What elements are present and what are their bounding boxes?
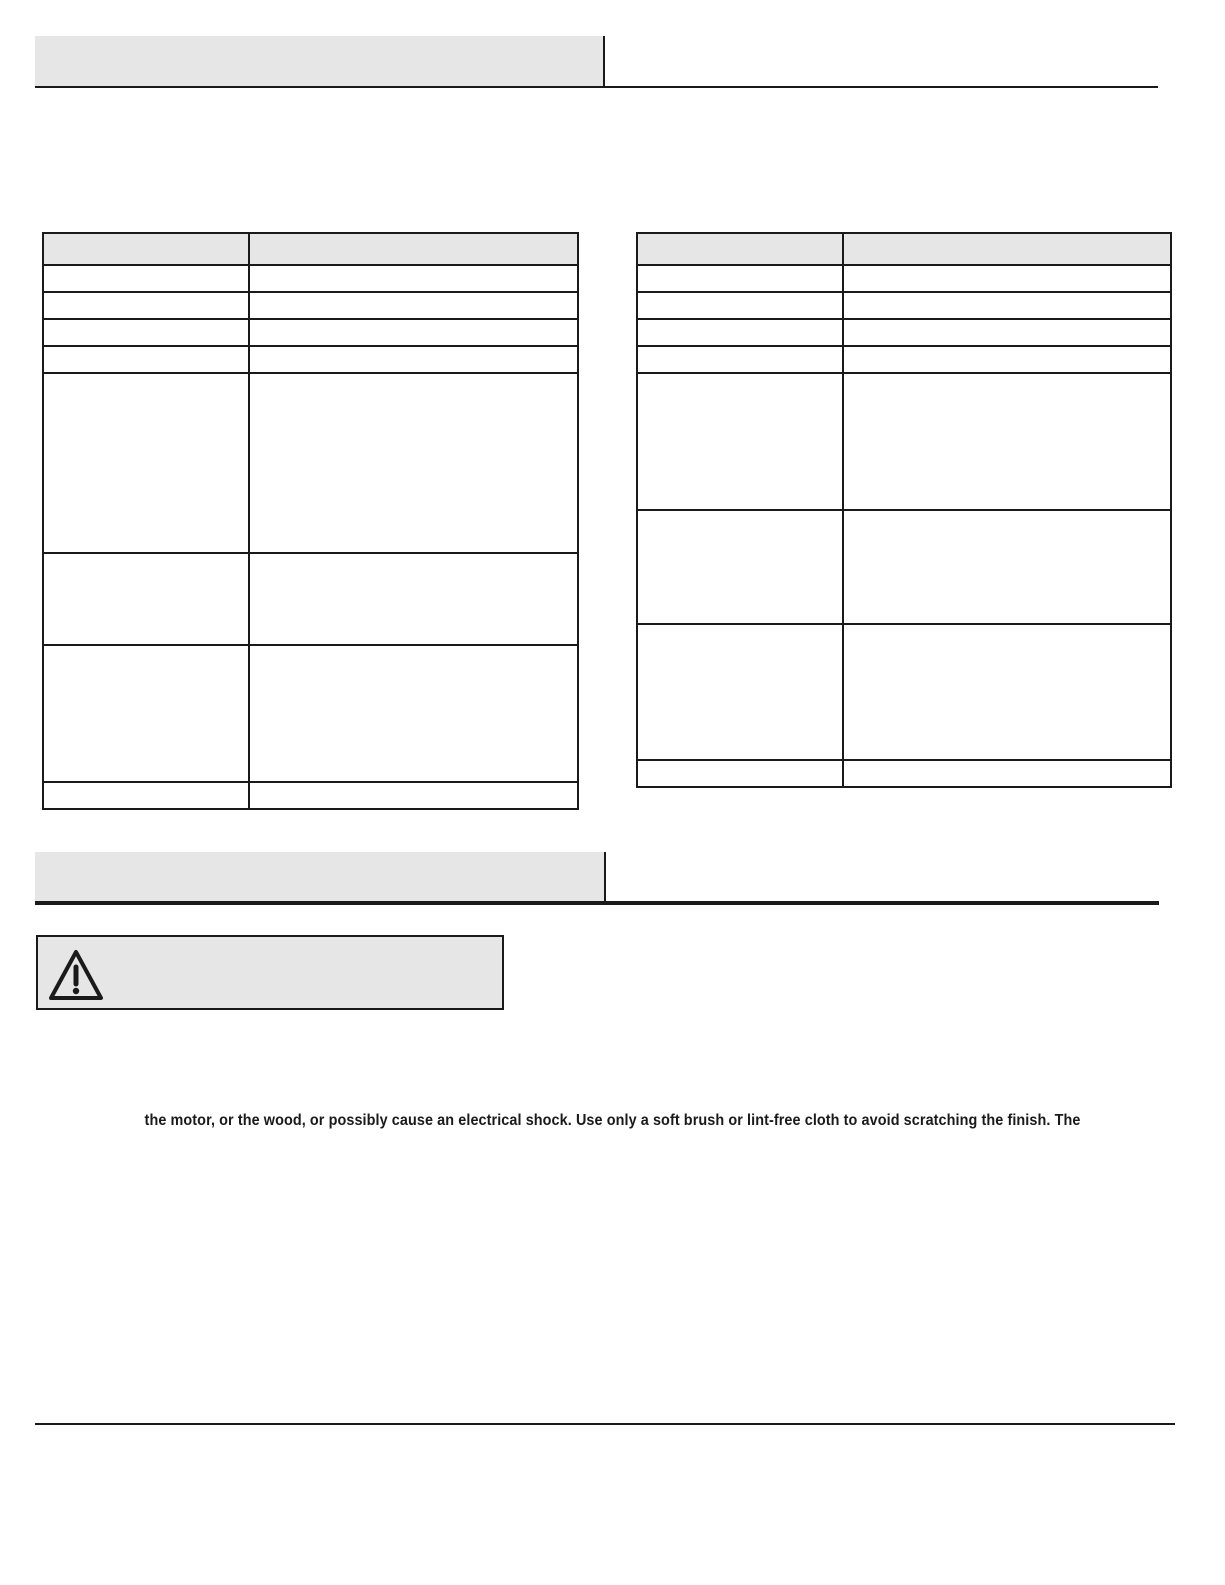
table-cell xyxy=(43,265,249,292)
table-cell xyxy=(249,373,578,553)
table-cell xyxy=(637,265,843,292)
table-row xyxy=(43,319,578,346)
table-cell xyxy=(843,319,1171,346)
header-cell xyxy=(843,233,1171,265)
section-rule-top xyxy=(35,86,1158,88)
table-cell xyxy=(43,553,249,645)
table-cell xyxy=(249,553,578,645)
table-cell xyxy=(43,319,249,346)
table-cell xyxy=(843,292,1171,319)
warning-box xyxy=(36,935,504,1010)
table-header-row xyxy=(43,233,578,265)
header-cell xyxy=(249,233,578,265)
warning-triangle-icon xyxy=(48,949,104,1001)
table-row xyxy=(43,553,578,645)
table-cell xyxy=(43,645,249,782)
table-row xyxy=(637,319,1171,346)
table-cell xyxy=(843,346,1171,373)
table-cell xyxy=(249,782,578,809)
table-cell xyxy=(637,373,843,510)
header-cell xyxy=(637,233,843,265)
table-row xyxy=(637,292,1171,319)
table-cell xyxy=(43,782,249,809)
table-cell xyxy=(843,265,1171,292)
table-cell xyxy=(843,624,1171,760)
table-cell xyxy=(843,510,1171,624)
table-cell xyxy=(637,760,843,787)
table-cell xyxy=(249,265,578,292)
table-cell xyxy=(249,645,578,782)
table-cell xyxy=(637,624,843,760)
section-header-care-and-cleaning xyxy=(35,852,606,902)
table-cell xyxy=(43,346,249,373)
table-row xyxy=(637,760,1171,787)
footer-rule xyxy=(35,1423,1175,1425)
table-row xyxy=(43,782,578,809)
header-cell xyxy=(43,233,249,265)
table-cell xyxy=(43,292,249,319)
table-cell xyxy=(637,346,843,373)
table-row xyxy=(637,265,1171,292)
table-cell xyxy=(843,373,1171,510)
table-row xyxy=(43,265,578,292)
table-cell xyxy=(249,319,578,346)
table-cell xyxy=(637,319,843,346)
table-row xyxy=(637,346,1171,373)
table-cell xyxy=(637,292,843,319)
table-cell xyxy=(249,346,578,373)
troubleshooting-table-right xyxy=(636,232,1172,788)
table-row xyxy=(637,624,1171,760)
table-cell xyxy=(43,373,249,553)
table-row xyxy=(43,373,578,553)
table-row xyxy=(637,510,1171,624)
table-cell xyxy=(637,510,843,624)
table-row xyxy=(637,373,1171,510)
section-header-troubleshooting xyxy=(35,36,605,86)
table-header-row xyxy=(637,233,1171,265)
section-rule-middle xyxy=(35,901,1159,905)
section-header-divider xyxy=(604,852,606,902)
troubleshooting-table-left xyxy=(42,232,579,810)
section-header-divider xyxy=(603,36,605,86)
table-row xyxy=(43,645,578,782)
table-cell xyxy=(249,292,578,319)
maintenance-instruction-text: the motor, or the wood, or possibly cause an electrical shock. Use only a soft brush or lint-free cloth to avoid scratching the finish. The xyxy=(144,1112,1081,1129)
table-cell xyxy=(843,760,1171,787)
table-row xyxy=(43,292,578,319)
table-row xyxy=(43,346,578,373)
